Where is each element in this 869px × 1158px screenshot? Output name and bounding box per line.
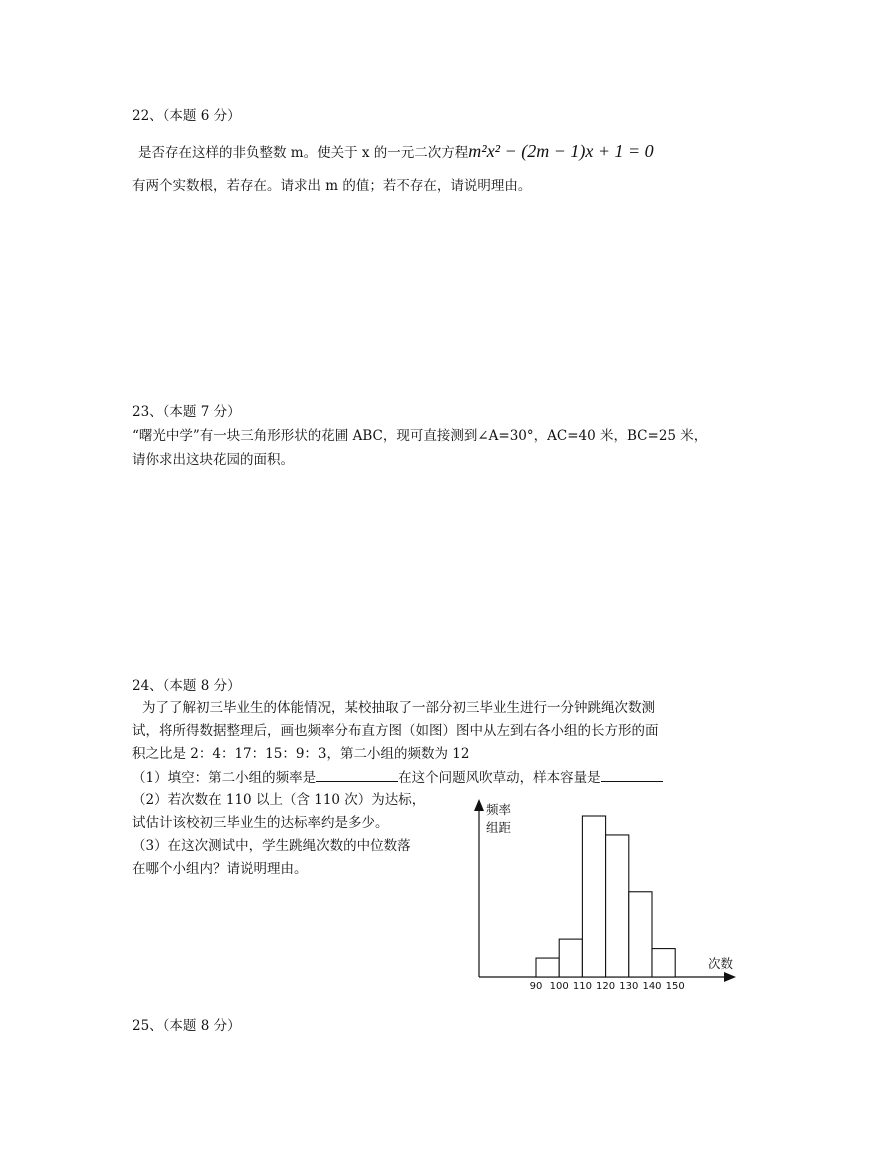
histogram-bar — [536, 958, 559, 977]
q23-text-line1: “曙光中学”有一块三角形形状的花圃 ABC，现可直接测到∠A=30°，AC=40 米，BC=25 米， — [132, 428, 708, 444]
q22-text: 是否存在这样的非负整数 m。使关于 x 的一元二次方程 — [138, 145, 469, 161]
x-axis-arrow — [724, 972, 736, 982]
x-tick-label: 90 — [529, 981, 543, 992]
q22-text-line1 — [138, 141, 654, 163]
q24-sub1 — [132, 767, 663, 788]
q24-sub2-line2: 试估计该校初三毕业生的达标率约是多少。 — [132, 815, 389, 831]
q24-sub2-line1: （2）若次数在 110 以上（含 110 次）为达标， — [132, 792, 426, 808]
q24-sub3-line1: （3）在这次测试中，学生跳绳次数的中位数落 — [132, 838, 411, 854]
y-axis-label-top: 频率 — [486, 802, 512, 817]
answer-blank-frequency[interactable] — [316, 767, 398, 782]
q22-heading: 22、（本题 6 分） — [132, 108, 241, 124]
x-tick-label: 130 — [619, 981, 639, 992]
histogram-bar — [606, 835, 629, 977]
q22-equation: m²x² − (2m − 1)x + 1 = 0 — [468, 141, 654, 161]
x-tick-label: 100 — [549, 981, 569, 992]
histogram-bar — [652, 949, 675, 977]
q24-sub1-middle: 在这个问题风吹草动，样本容量是 — [398, 770, 601, 786]
q24-sub1-prefix: （1）填空：第二小组的频率是 — [132, 770, 317, 786]
x-axis-label: 次数 — [708, 956, 734, 971]
q23-heading: 23、（本题 7 分） — [132, 404, 241, 420]
answer-blank-sample-size[interactable] — [601, 767, 663, 782]
q25-heading: 25、（本题 8 分） — [132, 1018, 241, 1034]
x-tick-label: 150 — [665, 981, 685, 992]
x-tick-label: 110 — [572, 981, 592, 992]
q23-text-line2: 请你求出这块花园的面积。 — [132, 452, 294, 468]
q24-heading: 24、（本题 8 分） — [132, 678, 241, 694]
histogram-bar — [559, 939, 582, 977]
histogram-bar — [582, 816, 605, 977]
histogram-bar — [629, 892, 652, 977]
y-axis-label-bottom: 组距 — [486, 820, 512, 835]
q22-text-line2: 有两个实数根，若存在。请求出 m 的值；若不存在，请说明理由。 — [132, 178, 532, 194]
frequency-histogram — [460, 796, 750, 996]
histogram-bars — [536, 816, 675, 977]
y-axis-arrow — [474, 799, 484, 811]
q24-para-line2: 试，将所得数据整理后，画也频率分布直方图（如图）图中从左到右各小组的长方形的面 — [132, 723, 659, 739]
q24-sub3-line2: 在哪个小组内？请说明理由。 — [132, 861, 308, 877]
q24-para-line1: 为了了解初三毕业生的体能情况，某校抽取了一部分初三毕业生进行一分钟跳绳次数测 — [142, 700, 655, 716]
histogram-tick-labels — [530, 981, 685, 992]
x-tick-label: 140 — [642, 981, 662, 992]
x-tick-label: 120 — [596, 981, 616, 992]
q24-para-line3: 积之比是 2：4：17：15：9：3，第二小组的频数为 12 — [132, 746, 470, 762]
